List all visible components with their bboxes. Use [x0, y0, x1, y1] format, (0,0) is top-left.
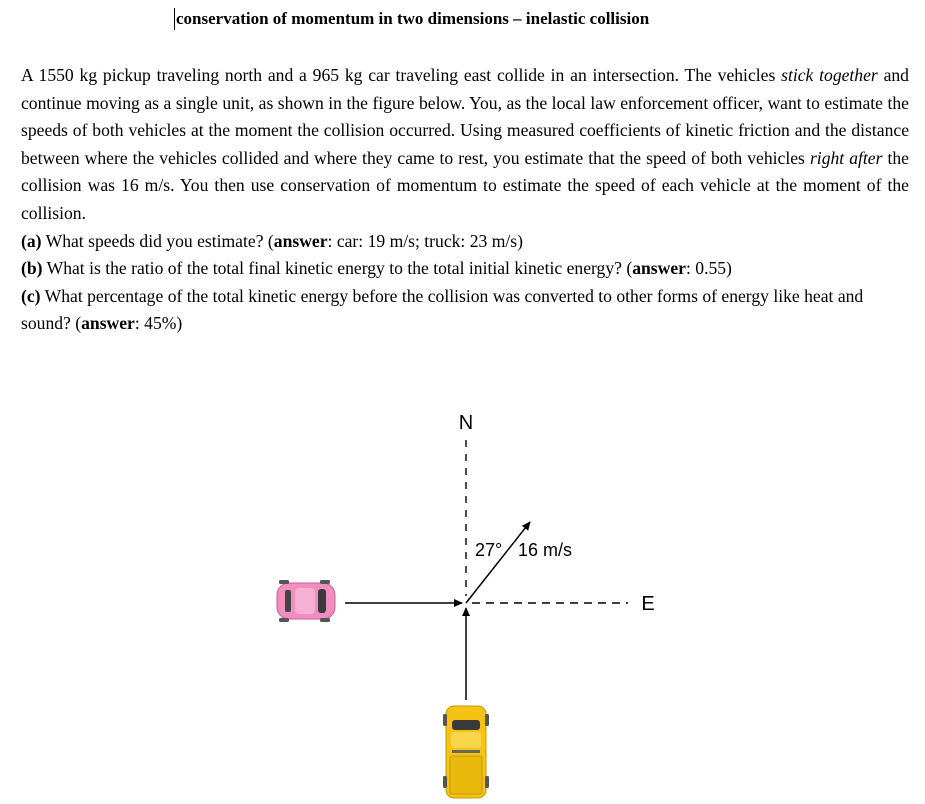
truck-icon: [443, 706, 489, 798]
problem-text-part: and continue moving as a single unit, as shown in the figure below. You, as the local law enforcement officer, want to estimate the speeds of both vehicles at the moment the collision occurred. Using measured coefficients of kinetic friction and the distance between where the vehicles collided and where they came to rest, you estimate that the speed of both vehicles: [21, 65, 909, 168]
car-wheel: [320, 618, 330, 622]
east-label: E: [641, 593, 655, 615]
answer-label: answer: [632, 258, 686, 279]
north-label: N: [458, 412, 474, 434]
question-label: (b): [21, 258, 43, 279]
problem-text-part: the collision was 16 m/s. You then use conservation of momentum to estimate the speed of each vehicle at the moment of the collision.: [21, 147, 909, 223]
angle-label: 27°: [475, 540, 503, 560]
truck-rear-window: [452, 750, 480, 753]
answer-text: : 45%): [134, 313, 183, 334]
question-label: (a): [21, 230, 42, 251]
emphasis-right-after: right after: [809, 147, 883, 168]
emphasis-stick-together: stick together: [781, 65, 878, 85]
question-text: What percentage of the total kinetic energy before the collision was converted to other forms of energy like heat and sound? (: [21, 285, 864, 334]
page-title: conservation of momentum in two dimensions – inelastic collision: [176, 9, 650, 28]
problem-text-part: A 1550 kg pickup traveling north and a 965 kg car traveling east collide in an intersection. The vehicles: [21, 65, 782, 85]
car-rear-window: [285, 590, 291, 612]
speed-label: 16 m/s: [518, 540, 573, 560]
answer-text: : car: 19 m/s; truck: 23 m/s): [327, 230, 523, 251]
truck-windshield: [452, 720, 480, 730]
truck-cab-roof: [451, 732, 481, 748]
car-wheel: [279, 580, 289, 584]
truck-wheel: [443, 776, 447, 788]
answer-label: answer: [81, 313, 135, 334]
answer-text: : 0.55): [685, 258, 732, 279]
resultant-velocity-arrow: [466, 522, 530, 603]
truck-wheel: [443, 714, 447, 726]
car-icon: [277, 580, 335, 622]
truck-wheel: [485, 714, 489, 726]
car-wheel: [279, 618, 289, 622]
car-windshield: [318, 589, 326, 613]
car-roof: [295, 588, 315, 614]
truck-bed: [450, 756, 482, 794]
answer-label: answer: [273, 230, 328, 251]
car-wheel: [320, 580, 330, 584]
question-label: (c): [21, 285, 41, 306]
truck-wheel: [485, 776, 489, 788]
question-text: What speeds did you estimate? (: [41, 230, 274, 251]
question-text: What is the ratio of the total final kinetic energy to the total initial kinetic energy? (: [42, 258, 633, 279]
